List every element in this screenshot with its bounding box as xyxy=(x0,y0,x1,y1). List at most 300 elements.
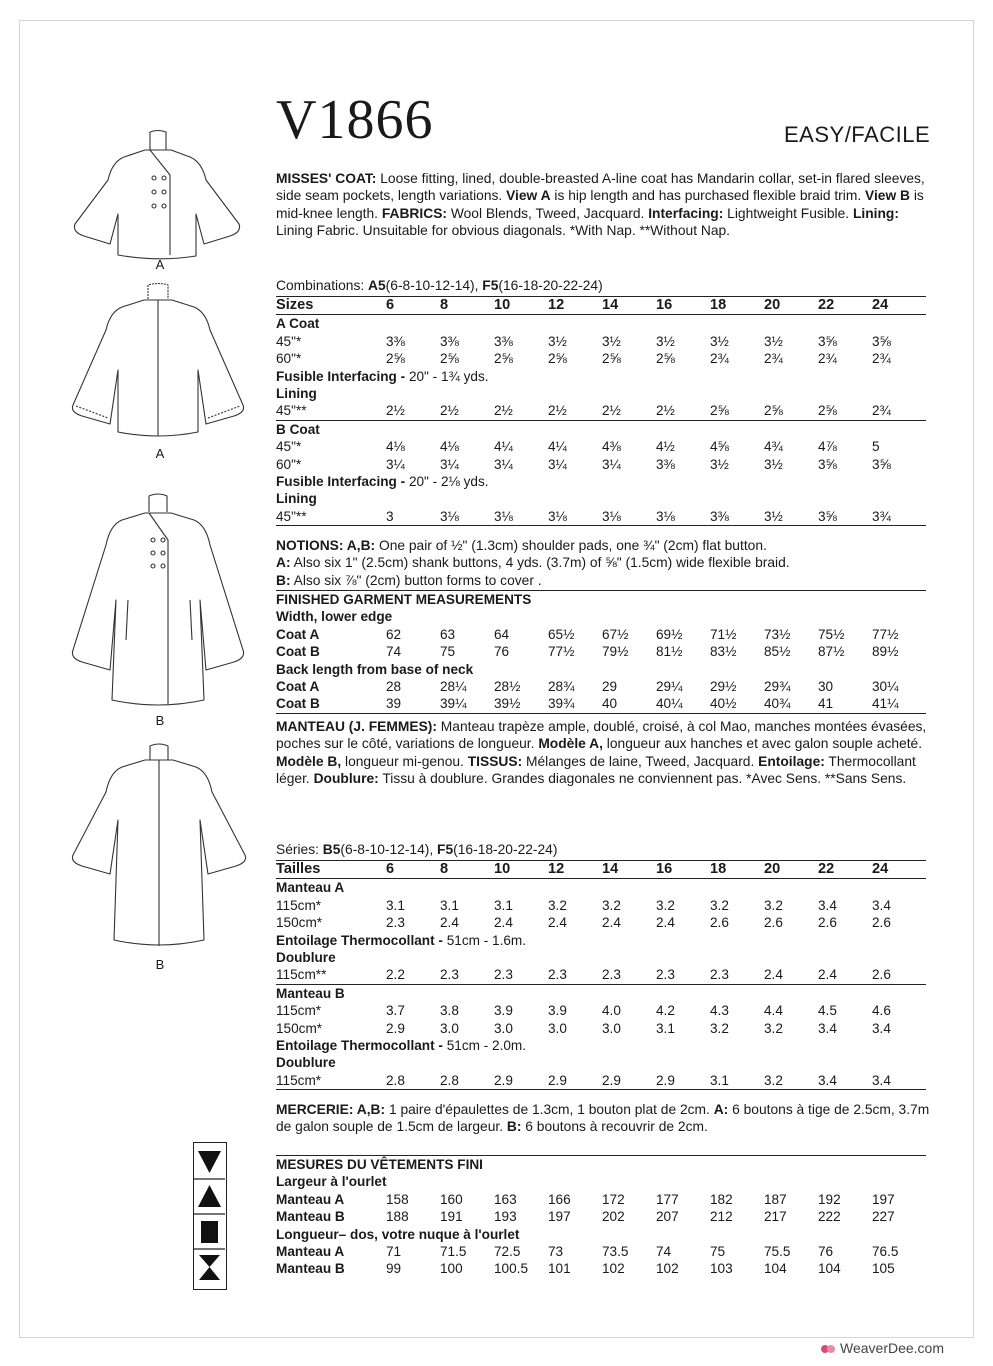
table-row xyxy=(276,897,926,914)
table-cell: 2.6 xyxy=(872,915,891,931)
table-cell: 39 xyxy=(386,695,440,713)
table-cell: 3.1 xyxy=(656,1020,675,1036)
table-cell: 39½ xyxy=(494,695,548,713)
table-cell: 100 xyxy=(440,1261,463,1277)
table-cell: 4½ xyxy=(656,439,675,455)
table-cell: 89½ xyxy=(872,644,899,660)
table-cell: Coat A xyxy=(276,679,320,695)
table-cell: Coat A xyxy=(276,626,320,642)
plain-text: 6 boutons à recouvrir de 2cm. xyxy=(521,1119,708,1135)
table-cell: 3⅝ xyxy=(818,508,872,526)
table-cell: 3½ xyxy=(548,333,567,349)
table-cell: 191 xyxy=(440,1209,463,1225)
table-cell: Coat B xyxy=(276,644,320,660)
table-cell: 29¾ xyxy=(764,679,791,695)
text-segment xyxy=(648,206,853,221)
table-cell: 207 xyxy=(656,1209,679,1225)
view-illustrations xyxy=(0,0,260,1000)
bold-term: Doublure: xyxy=(313,771,379,787)
bold-term: A: xyxy=(713,1102,729,1117)
table-cell: 163 xyxy=(494,1191,517,1207)
table-cell: Manteau A xyxy=(276,880,345,896)
table-row xyxy=(276,420,926,438)
table-cell: A Coat xyxy=(276,316,320,332)
text-segment xyxy=(276,1102,714,1117)
table-cell: 3.0 xyxy=(548,1020,567,1036)
table-row xyxy=(276,914,926,931)
plain-text: Manteau trapèze ample, doublé, croisé, à col Mao, manches montées évasées, poches sur le côté, variations de longueur. xyxy=(276,719,927,752)
table-cell: 3⅜ xyxy=(656,456,675,472)
table-cell: 12 xyxy=(548,861,602,879)
table-cell: 4¼ xyxy=(494,439,513,455)
table-cell: 76 xyxy=(494,644,510,660)
table-cell: 75½ xyxy=(818,626,845,642)
table-cell: 18 xyxy=(710,861,764,879)
table-cell: 3.1 xyxy=(710,1072,764,1090)
table-cell: 100.5 xyxy=(494,1261,529,1277)
table-cell: 45"* xyxy=(276,439,302,455)
table-cell: 3¾ xyxy=(872,508,926,526)
table-cell: 3.4 xyxy=(818,897,837,913)
table-row xyxy=(276,879,926,897)
english-combinations: Combinations: A5(6-8-10-12-14), F5(16-18-20-22-24) xyxy=(276,278,603,293)
table-cell: 28 xyxy=(386,679,402,695)
table-cell: 4.6 xyxy=(872,1003,891,1019)
table-cell: 2.9 xyxy=(494,1072,548,1090)
view-label: A xyxy=(155,257,165,272)
table-cell: 40½ xyxy=(710,695,764,713)
plain-text: longueur aux hanches et avec galon souple acheté. xyxy=(602,736,923,752)
bold-term: Interfacing: xyxy=(648,205,724,221)
french-measurements-table xyxy=(276,1155,926,1278)
table-cell: 18 xyxy=(710,297,764,315)
table-cell: 3.2 xyxy=(710,1020,729,1036)
plain-text: Loose fitting, lined, double-breasted A-line coat has Mandarin collar, set-in flared sleeves, side seam pockets, length variations. xyxy=(276,171,925,204)
table-row xyxy=(276,1002,926,1019)
table-row xyxy=(276,661,926,678)
table-row xyxy=(276,1243,926,1260)
table-cell: 3.2 xyxy=(656,897,675,913)
plain-text: longueur mi-genou. xyxy=(341,753,468,769)
table-cell: 72.5 xyxy=(494,1244,521,1260)
table-cell: B Coat xyxy=(276,421,320,437)
table-cell: Manteau B xyxy=(276,985,345,1001)
table-row xyxy=(276,473,926,490)
table-cell: MESURES DU VÊTEMENTS FINI xyxy=(276,1156,926,1174)
table-cell: 65½ xyxy=(548,626,575,642)
table-cell: 3⅛ xyxy=(548,508,602,526)
table-cell: Doublure xyxy=(276,950,336,966)
table-cell: 102 xyxy=(602,1261,625,1277)
table-cell: 3.4 xyxy=(872,1072,926,1090)
table-cell: 60"* xyxy=(276,351,302,367)
table-row xyxy=(276,350,926,367)
table-cell: Width, lower edge xyxy=(276,609,393,625)
table-row xyxy=(276,1173,926,1190)
table-cell: 2.4 xyxy=(764,966,818,984)
table-cell: 75 xyxy=(710,1244,726,1260)
bold-term: Modèle A, xyxy=(538,736,603,752)
table-cell: 8 xyxy=(440,297,494,315)
table-cell: 192 xyxy=(818,1191,841,1207)
view-label: B xyxy=(155,713,165,728)
table-cell: 3½ xyxy=(764,333,783,349)
table-cell: 64 xyxy=(494,626,510,642)
table-cell: 3.4 xyxy=(872,1020,891,1036)
table-cell: 3¼ xyxy=(440,456,459,472)
table-cell: 75 xyxy=(440,644,456,660)
table-cell: 3.1 xyxy=(494,897,513,913)
table-cell: 40¾ xyxy=(764,695,818,713)
table-row xyxy=(276,1208,926,1225)
french-yardage-table xyxy=(276,860,926,1090)
table-cell: 177 xyxy=(656,1191,679,1207)
table-cell: 3⅛ xyxy=(494,508,548,526)
text-segment xyxy=(507,1119,708,1134)
table-cell: 2½ xyxy=(602,402,656,420)
table-cell: Lining xyxy=(276,491,317,507)
plain-text: 1 paire d'épaulettes de 1.3cm, 1 bouton plat de 2cm. xyxy=(385,1102,714,1117)
plain-text: 6 boutons à tige de 2.5cm, 3.7m de galon souple de 1.5cm de largeur. xyxy=(276,1102,930,1135)
table-row xyxy=(276,1037,926,1054)
table-cell: 76.5 xyxy=(872,1244,899,1260)
table-cell: 166 xyxy=(548,1191,571,1207)
plain-text: 20" - 2⅛ yds. xyxy=(408,474,489,490)
measurements-title-row xyxy=(276,591,926,609)
table-cell: 158 xyxy=(386,1191,409,1207)
table-cell: 40¼ xyxy=(656,695,710,713)
table-cell: 77½ xyxy=(872,626,899,642)
table-cell: 60"* xyxy=(276,456,302,472)
bold-term: NOTIONS: A,B: xyxy=(276,538,376,553)
table-cell: Coat B xyxy=(276,695,386,713)
plain-text: 51cm - 1.6m. xyxy=(446,932,527,948)
table-cell: 4⅛ xyxy=(440,439,459,455)
bold-term: MANTEAU (J. FEMMES): xyxy=(276,719,437,734)
watermark: WeaverDee.com xyxy=(820,1340,944,1356)
plain-text: Tissu à doublure. Grandes diagonales ne conviennent pas. *Avec Sens. **Sans Sens. xyxy=(378,771,907,787)
table-cell: 5 xyxy=(872,439,880,455)
table-cell: 3⅝ xyxy=(818,456,837,472)
plain-text: Mélanges de laine, Tweed, Jacquard. xyxy=(522,753,759,769)
table-cell: 71½ xyxy=(710,626,737,642)
table-cell: 2.6 xyxy=(764,915,783,931)
table-cell: 2.3 xyxy=(440,966,494,984)
view-b-front-sketch xyxy=(72,494,243,705)
table-row xyxy=(276,456,926,473)
bold-term: FABRICS: xyxy=(381,205,447,221)
table-cell: 4.5 xyxy=(818,1003,837,1019)
text-segment xyxy=(276,573,542,588)
table-cell: 2.4 xyxy=(494,915,513,931)
table-row xyxy=(276,1020,926,1037)
french-combinations: Séries: B5(6-8-10-12-14), F5(16-18-20-22-24) xyxy=(276,842,558,857)
table-cell: 2.4 xyxy=(818,966,872,984)
table-cell: 3.4 xyxy=(818,1072,872,1090)
table-cell: 75.5 xyxy=(764,1244,791,1260)
table-cell: Lining xyxy=(276,386,317,402)
table-cell: 4.4 xyxy=(764,1003,783,1019)
plain-text: Also six ⅞" (2cm) button forms to cover . xyxy=(290,572,542,588)
table-cell: 3.4 xyxy=(818,1020,837,1036)
table-cell: 20 xyxy=(764,297,818,315)
table-cell: 77½ xyxy=(548,644,575,660)
table-row xyxy=(276,608,926,625)
table-cell: 4⅝ xyxy=(710,439,729,455)
table-cell: 3⅛ xyxy=(602,508,656,526)
table-cell: 3.7 xyxy=(386,1003,405,1019)
table-cell: 2.3 xyxy=(386,915,405,931)
table-cell: 40 xyxy=(602,695,656,713)
table-row xyxy=(276,1191,926,1208)
plain-text: 51cm - 2.0m. xyxy=(446,1038,527,1054)
bold-term: View A xyxy=(506,188,551,204)
table-cell: 81½ xyxy=(656,644,683,660)
bold-term: Entoilage: xyxy=(758,753,825,769)
interfacing-note xyxy=(276,1037,926,1054)
table-cell: 2½ xyxy=(386,402,440,420)
table-cell: 3.0 xyxy=(602,1020,621,1036)
table-cell: 6 xyxy=(386,861,440,879)
table-cell: 83½ xyxy=(710,644,737,660)
table-cell: 103 xyxy=(710,1261,733,1277)
table-cell: 2.2 xyxy=(386,966,440,984)
interfacing-note xyxy=(276,932,926,949)
table-cell: 2.4 xyxy=(602,915,621,931)
table-cell: 2½ xyxy=(440,402,494,420)
table-cell: 2½ xyxy=(656,402,710,420)
table-cell: 10 xyxy=(494,297,548,315)
bold-term: Entoilage Thermocollant - xyxy=(276,932,447,948)
table-cell: 115cm* xyxy=(276,1072,386,1090)
table-cell: 30¼ xyxy=(872,679,899,695)
table-cell: 104 xyxy=(764,1261,787,1277)
plain-text: Also six 1" (2.5cm) shank buttons, 4 yds. (3.7m) of ⅝" (1.5cm) wide flexible braid. xyxy=(290,555,790,571)
table-cell: 2.4 xyxy=(548,915,567,931)
text-segment xyxy=(276,538,767,553)
table-cell: 2⅝ xyxy=(494,351,513,367)
table-cell: Tailles xyxy=(276,861,386,879)
table-cell: 3⅜ xyxy=(386,333,405,349)
table-cell: 3.2 xyxy=(764,1072,818,1090)
table-cell: 3.2 xyxy=(764,897,783,913)
plain-text: is hip length and has purchased flexible braid trim. xyxy=(550,188,866,204)
sizes-header-row xyxy=(276,297,926,315)
table-cell: 3⅝ xyxy=(818,333,837,349)
table-cell: FINISHED GARMENT MEASUREMENTS xyxy=(276,591,926,609)
table-cell: 182 xyxy=(710,1191,733,1207)
table-cell: Doublure xyxy=(276,1055,336,1071)
bold-term: Modèle B, xyxy=(276,753,342,769)
table-cell: Back length from base of neck xyxy=(276,661,474,677)
table-cell: 45"* xyxy=(276,333,302,349)
table-cell: 39¼ xyxy=(440,695,494,713)
table-cell: 73½ xyxy=(764,626,791,642)
table-cell: 2.9 xyxy=(602,1072,656,1090)
bold-term: Entoilage Thermocollant - xyxy=(276,1038,447,1054)
table-cell: 4⅜ xyxy=(602,439,621,455)
view-a-back-sketch xyxy=(72,284,243,437)
table-row xyxy=(276,643,926,660)
table-cell: 115cm* xyxy=(276,1003,322,1019)
bold-term: Lining: xyxy=(852,205,899,221)
table-cell: 3⅜ xyxy=(440,333,459,349)
table-cell: 105 xyxy=(872,1261,895,1277)
table-cell: 115cm* xyxy=(276,897,322,913)
table-cell: 150cm* xyxy=(276,915,323,931)
table-cell: 2.4 xyxy=(440,915,459,931)
view-b-back-sketch xyxy=(72,744,245,946)
table-cell: 197 xyxy=(548,1209,571,1225)
bold-term: Fusible Interfacing - xyxy=(276,368,409,384)
table-cell: 3½ xyxy=(710,456,729,472)
table-cell: 62 xyxy=(386,626,402,642)
table-cell: 41¼ xyxy=(872,695,926,713)
table-cell: 2.8 xyxy=(440,1072,494,1090)
table-cell: 24 xyxy=(872,297,926,315)
table-row xyxy=(276,438,926,455)
table-cell: 2⅝ xyxy=(386,351,405,367)
table-cell: 2.3 xyxy=(656,966,710,984)
table-row xyxy=(276,1226,926,1243)
table-cell: 212 xyxy=(710,1209,733,1225)
table-cell: 2½ xyxy=(494,402,548,420)
english-description xyxy=(276,170,931,240)
table-row xyxy=(276,966,926,984)
table-cell: 3¼ xyxy=(386,456,405,472)
coat-flat-sketches xyxy=(0,0,260,1000)
plain-text: 20" - 1¾ yds. xyxy=(408,368,489,384)
table-cell: 217 xyxy=(764,1209,787,1225)
table-cell: 150cm* xyxy=(276,1020,323,1036)
table-cell: 115cm** xyxy=(276,966,386,984)
table-cell: 16 xyxy=(656,297,710,315)
table-cell: 3.2 xyxy=(602,897,621,913)
table-cell: 39¾ xyxy=(548,695,602,713)
table-cell: 14 xyxy=(602,297,656,315)
table-cell: 85½ xyxy=(764,644,791,660)
text-segment xyxy=(276,555,790,570)
text-segment xyxy=(382,206,648,221)
plain-text: Lining Fabric. Unsuitable for obvious diagonals. *With Nap. **Without Nap. xyxy=(276,223,730,239)
table-cell: 14 xyxy=(602,861,656,879)
table-cell: 71 xyxy=(386,1244,402,1260)
table-cell: 2¾ xyxy=(818,351,837,367)
table-cell: 193 xyxy=(494,1209,517,1225)
plain-text: Lightweight Fusible. xyxy=(723,205,853,221)
table-cell: 4.3 xyxy=(710,1003,729,1019)
table-cell: 2.3 xyxy=(602,966,656,984)
table-row xyxy=(276,1260,926,1277)
table-cell: 4.2 xyxy=(656,1003,675,1019)
table-cell: 2.3 xyxy=(548,966,602,984)
table-cell: 3.2 xyxy=(548,897,567,913)
table-cell: 2⅝ xyxy=(818,402,872,420)
table-row xyxy=(276,626,926,643)
text-segment xyxy=(506,188,865,203)
symbols-icon xyxy=(194,1143,225,1288)
table-cell: 3.2 xyxy=(710,897,729,913)
table-cell: 202 xyxy=(602,1209,625,1225)
table-row xyxy=(276,385,926,402)
table-cell: 160 xyxy=(440,1191,463,1207)
table-cell: 3.4 xyxy=(872,897,891,913)
table-cell: 28¾ xyxy=(548,679,575,695)
english-measurements-table xyxy=(276,590,926,714)
table-cell: 4¼ xyxy=(548,439,567,455)
sizes-header-row xyxy=(276,861,926,879)
table-cell: 3.2 xyxy=(764,1020,783,1036)
table-cell: 99 xyxy=(386,1261,402,1277)
table-cell: 3.9 xyxy=(548,1003,567,1019)
bold-term: MERCERIE: A,B: xyxy=(276,1102,386,1117)
table-cell: 4⅛ xyxy=(386,439,405,455)
table-cell: 2.3 xyxy=(710,966,764,984)
table-cell: 79½ xyxy=(602,644,629,660)
table-cell: 227 xyxy=(872,1209,895,1225)
table-cell: 3.8 xyxy=(440,1003,459,1019)
table-cell: 2¾ xyxy=(764,351,783,367)
table-cell: 2⅝ xyxy=(764,402,818,420)
table-cell: 3¼ xyxy=(494,456,513,472)
table-cell: 71.5 xyxy=(440,1244,467,1260)
table-cell: 188 xyxy=(386,1209,409,1225)
table-cell: 2.6 xyxy=(710,915,729,931)
table-cell: 29¼ xyxy=(656,679,683,695)
table-cell: 3½ xyxy=(656,333,675,349)
table-cell: 45"** xyxy=(276,402,386,420)
table-cell: 2.9 xyxy=(548,1072,602,1090)
table-cell: Manteau A xyxy=(276,1244,345,1260)
table-cell: 87½ xyxy=(818,644,845,660)
french-description xyxy=(276,718,931,788)
view-a-front-sketch xyxy=(74,131,239,259)
table-cell: 10 xyxy=(494,861,548,879)
table-cell: 67½ xyxy=(602,626,629,642)
table-row xyxy=(276,695,926,713)
table-cell: 3¼ xyxy=(548,456,567,472)
table-cell: 2.8 xyxy=(386,1072,440,1090)
table-cell: 2.6 xyxy=(872,966,926,984)
table-cell: 29½ xyxy=(710,679,737,695)
table-cell: 28¼ xyxy=(440,679,467,695)
table-cell: 197 xyxy=(872,1191,895,1207)
text-segment xyxy=(314,771,907,786)
bold-term: MISSES' COAT: xyxy=(276,171,377,186)
table-cell: 4.0 xyxy=(602,1003,621,1019)
pattern-symbols-key xyxy=(193,1142,227,1290)
table-cell: Manteau B xyxy=(276,1209,345,1225)
table-cell: 102 xyxy=(656,1261,679,1277)
table-cell: 2.9 xyxy=(386,1020,405,1036)
text-segment xyxy=(468,754,758,769)
table-cell: 41 xyxy=(818,695,872,713)
table-row xyxy=(276,678,926,695)
interfacing-note xyxy=(276,473,926,490)
table-cell: 3⅛ xyxy=(440,508,494,526)
table-cell: 69½ xyxy=(656,626,683,642)
table-cell: 3.1 xyxy=(440,897,459,913)
table-row xyxy=(276,1072,926,1090)
table-cell: 45"** xyxy=(276,508,386,526)
table-cell: 2.9 xyxy=(656,1072,710,1090)
table-cell: 2.6 xyxy=(818,915,837,931)
table-cell: Manteau A xyxy=(276,1191,345,1207)
table-cell: 2⅝ xyxy=(710,402,764,420)
table-cell: 6 xyxy=(386,297,440,315)
yarn-logo-icon xyxy=(820,1343,836,1355)
plain-text: is mid-knee length. xyxy=(276,188,924,221)
